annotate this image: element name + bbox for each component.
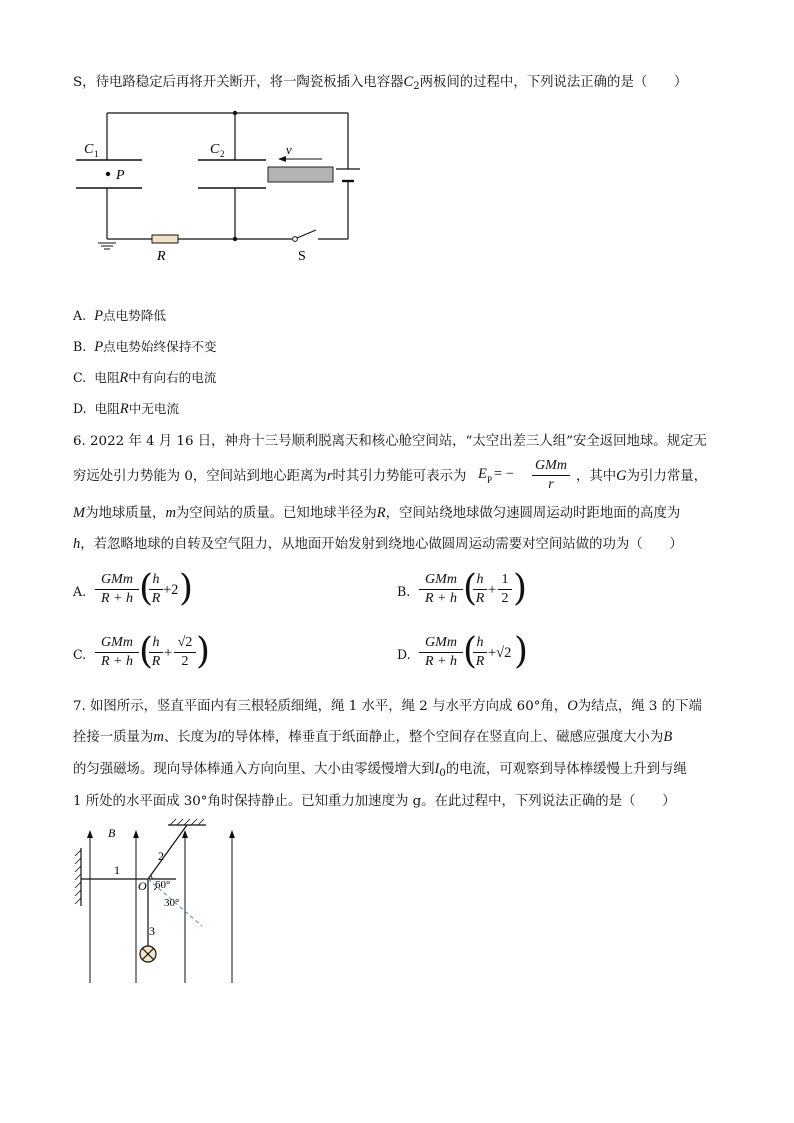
b-label: B xyxy=(108,826,116,840)
resistor xyxy=(152,235,178,243)
q7-line3: 的匀强磁场。现向导体棒通入方向向里、大小由零缓慢增大到$I_0$的电流，可观察到导体棒缓慢上升到与绳 xyxy=(73,761,687,779)
p-label: P xyxy=(116,168,125,183)
v-label: v xyxy=(286,142,292,157)
q5-stem-text: S，待电路稳定后再将开关断开，将一陶瓷板插入电容器 xyxy=(73,75,404,90)
q6-line2: 穷远处引力势能为 0，空间站到地心距离为r时其引力势能可表示为 xyxy=(73,468,467,484)
rope-2-label: 2 xyxy=(158,849,164,863)
c1-label: C xyxy=(84,142,94,157)
rope-magnetic-figure xyxy=(66,818,256,988)
q7-line2: 拴接一质量为m、长度为l的导体棒，棒垂直于纸面静止，整个空间存在竖直向上、磁感应强度大小为B xyxy=(73,729,673,745)
r-label: R xyxy=(157,249,166,264)
capacitor-symbol: C xyxy=(403,74,414,90)
q5-stem-tail: 两板间的过程中，下列说法正确的是（ ） xyxy=(419,75,688,90)
c1-sub: 1 xyxy=(94,149,99,159)
switch-contact xyxy=(293,237,298,242)
rope-2 xyxy=(148,825,187,879)
c2-sub: 2 xyxy=(220,149,225,159)
angle-30-label: 30° xyxy=(164,897,180,909)
q6-line4: h，若忽略地球的自转及空气阻力，从地面开始发射到绕地心做圆周运动需要对空间站做的功为（ ） xyxy=(73,536,683,552)
angle-60-label: 60° xyxy=(155,879,171,891)
q6-line2-tail: ，其中G为引力常量， xyxy=(576,468,707,484)
q7-line4: 1 所处的水平面成 30°角时保持静止。已知重力加速度为 g。在此过程中，下列说法正确的是（ ） xyxy=(73,794,676,809)
c2-label: C xyxy=(210,142,220,157)
switch-lever xyxy=(297,230,316,238)
q7-line1: 7. 如图所示，竖直平面内有三根轻质细绳，绳 1 水平，绳 2 与水平方向成 60°角，O为结点，绳 3 的下端 xyxy=(73,698,702,714)
circuit-figure xyxy=(70,103,370,278)
junction-dot-bottom xyxy=(233,237,237,241)
q5-option-b[interactable]: B. P点电势始终保持不变 xyxy=(73,339,217,355)
q5-option-c[interactable]: C. 电阻R中有向右的电流 xyxy=(73,370,217,386)
q6-line1: 6. 2022 年 4 月 16 日，神舟十三号顺利脱离天和核心舱空间站，“太空出差三人组”安全返回地球。规定无 xyxy=(73,434,707,449)
point-p-dot xyxy=(106,172,110,176)
q6-option-c[interactable]: C. GMm R + h ( h R + √2 2 ) xyxy=(73,631,211,672)
capacitor-subscript: 2 xyxy=(413,81,420,92)
rope-1-label: 1 xyxy=(114,863,120,877)
q5-option-a[interactable]: A. P点电势降低 xyxy=(73,308,166,324)
q6-option-a[interactable]: A. GMm R + h ( h R +2 ) xyxy=(73,568,194,609)
q6-line3: M为地球质量，m为空间站的质量。已知地球半径为R，空间站绕地球做匀速圆周运动时距地面的高度为 xyxy=(73,505,681,521)
q6-option-b[interactable]: B. GMm R + h ( h R + 1 2 ) xyxy=(397,568,528,609)
s-label: S xyxy=(298,249,306,264)
q5-stem-line xyxy=(73,72,687,97)
knot-o-label: O xyxy=(138,879,147,893)
q6-option-d[interactable]: D. GMm R + h ( h R +√2 ) xyxy=(397,631,529,672)
ceramic-plate xyxy=(268,167,333,182)
rope-3-label: 3 xyxy=(149,924,155,938)
q5-option-d[interactable]: D. 电阻R中无电流 xyxy=(73,401,180,417)
